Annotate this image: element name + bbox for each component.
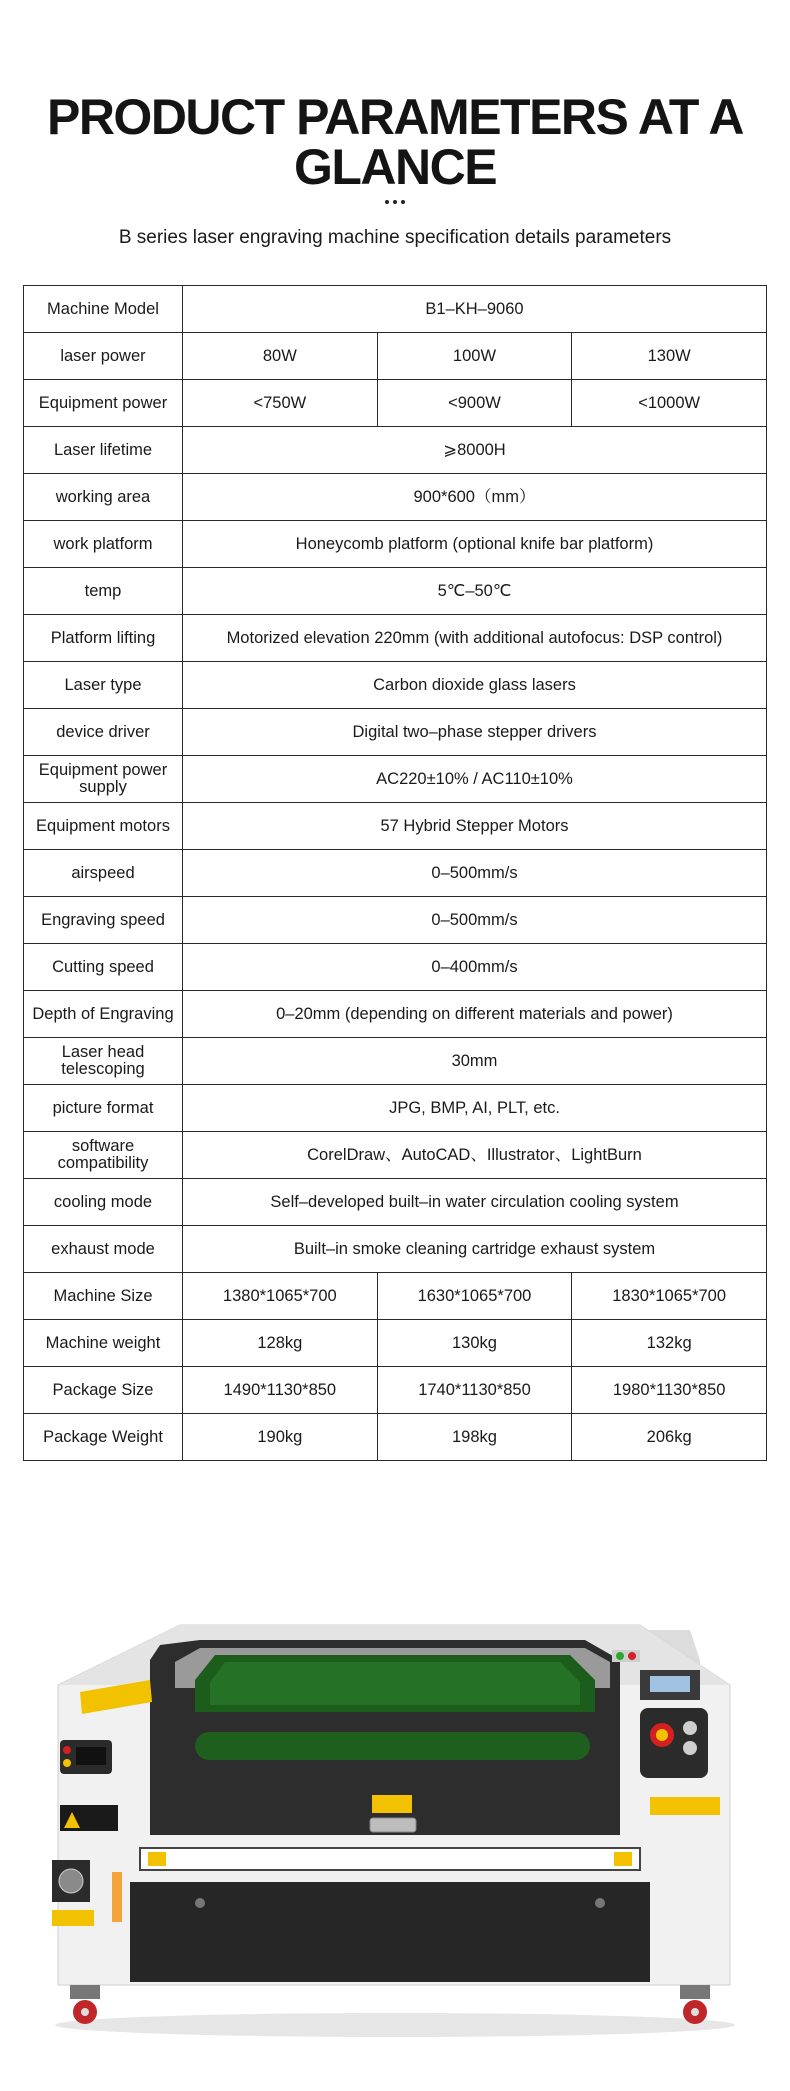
spec-label: Laser type: [24, 662, 183, 709]
table-row: [24, 897, 767, 944]
spec-value: Motorized elevation 220mm (with additional autofocus: DSP control): [183, 615, 767, 662]
spec-label: airspeed: [24, 850, 183, 897]
table-row: [24, 850, 767, 897]
spec-value: 100W: [377, 333, 572, 380]
spec-value: 0–20mm (depending on different materials and power): [183, 991, 767, 1038]
spec-label: exhaust mode: [24, 1226, 183, 1273]
spec-label: Equipment motors: [24, 803, 183, 850]
spec-label: cooling mode: [24, 1179, 183, 1226]
table-row: [24, 1179, 767, 1226]
spec-value: 1490*1130*850: [183, 1367, 378, 1414]
spec-label: Engraving speed: [24, 897, 183, 944]
spec-value: 1740*1130*850: [377, 1367, 572, 1414]
spec-value: 190kg: [183, 1414, 378, 1461]
spec-label: Platform lifting: [24, 615, 183, 662]
spec-value: 128kg: [183, 1320, 378, 1367]
table-row: [24, 1226, 767, 1273]
spec-label: picture format: [24, 1085, 183, 1132]
spec-value: AC220±10% / AC110±10%: [183, 756, 767, 803]
table-row: [24, 1273, 767, 1320]
spec-label: software compatibility: [24, 1132, 183, 1179]
spec-value: <1000W: [572, 380, 767, 427]
page-subtitle: B series laser engraving machine specification details parameters: [118, 227, 672, 248]
spec-value: 132kg: [572, 1320, 767, 1367]
spec-label: work platform: [24, 521, 183, 568]
spec-value: JPG, BMP, AI, PLT, etc.: [183, 1085, 767, 1132]
spec-label: Laser lifetime: [24, 427, 183, 474]
spec-label: Machine Model: [24, 286, 183, 333]
spec-table: [23, 285, 767, 1461]
spec-label: Cutting speed: [24, 944, 183, 991]
spec-value: Self–developed built–in water circulation cooling system: [183, 1179, 767, 1226]
spec-label: Machine Size: [24, 1273, 183, 1320]
spec-value: 30mm: [183, 1038, 767, 1085]
table-row: [24, 1367, 767, 1414]
spec-value: 1380*1065*700: [183, 1273, 378, 1320]
spec-label: working area: [24, 474, 183, 521]
table-row: [24, 756, 767, 803]
table-row: [24, 521, 767, 568]
spec-value: 1630*1065*700: [377, 1273, 572, 1320]
spec-value: 0–500mm/s: [183, 897, 767, 944]
table-row: [24, 568, 767, 615]
table-row: [24, 803, 767, 850]
table-row: [24, 1038, 767, 1085]
table-row: [24, 1132, 767, 1179]
spec-label: Machine weight: [24, 1320, 183, 1367]
spec-value: 0–400mm/s: [183, 944, 767, 991]
spec-value: 130kg: [377, 1320, 572, 1367]
spec-value: <750W: [183, 380, 378, 427]
spec-value: 130W: [572, 333, 767, 380]
table-row: [24, 286, 767, 333]
laser-machine-image: [40, 1600, 750, 2040]
table-row: [24, 1320, 767, 1367]
spec-value: 198kg: [377, 1414, 572, 1461]
table-row: [24, 1085, 767, 1132]
page-title: PRODUCT PARAMETERS AT A GLANCE: [46, 89, 744, 195]
spec-value: Built–in smoke cleaning cartridge exhaust system: [183, 1226, 767, 1273]
table-row: [24, 709, 767, 756]
spec-value: 5℃–50℃: [183, 568, 767, 615]
spec-value: 1830*1065*700: [572, 1273, 767, 1320]
table-row: [24, 1414, 767, 1461]
spec-value: 1980*1130*850: [572, 1367, 767, 1414]
spec-value: 57 Hybrid Stepper Motors: [183, 803, 767, 850]
spec-label: laser power: [24, 333, 183, 380]
spec-value: Carbon dioxide glass lasers: [183, 662, 767, 709]
table-row: [24, 427, 767, 474]
spec-label: temp: [24, 568, 183, 615]
table-row: [24, 662, 767, 709]
table-row: [24, 474, 767, 521]
spec-value: 80W: [183, 333, 378, 380]
table-row: [24, 333, 767, 380]
spec-value: 0–500mm/s: [183, 850, 767, 897]
spec-label: Package Size: [24, 1367, 183, 1414]
title-divider-dots: [0, 196, 790, 207]
spec-value: Honeycomb platform (optional knife bar platform): [183, 521, 767, 568]
spec-value: Digital two–phase stepper drivers: [183, 709, 767, 756]
spec-label: Equipment power: [24, 380, 183, 427]
spec-value: <900W: [377, 380, 572, 427]
table-row: [24, 944, 767, 991]
spec-label: Equipment power supply: [24, 756, 183, 803]
table-row: [24, 380, 767, 427]
table-row: [24, 615, 767, 662]
spec-value: ⩾8000H: [183, 427, 767, 474]
table-row: [24, 991, 767, 1038]
spec-value: 206kg: [572, 1414, 767, 1461]
spec-value: B1–KH–9060: [183, 286, 767, 333]
spec-value: 900*600（mm）: [183, 474, 767, 521]
spec-label: Laser head telescoping: [24, 1038, 183, 1085]
spec-value: CorelDraw、AutoCAD、Illustrator、LightBurn: [183, 1132, 767, 1179]
spec-label: Package Weight: [24, 1414, 183, 1461]
spec-label: Depth of Engraving: [24, 991, 183, 1038]
spec-label: device driver: [24, 709, 183, 756]
